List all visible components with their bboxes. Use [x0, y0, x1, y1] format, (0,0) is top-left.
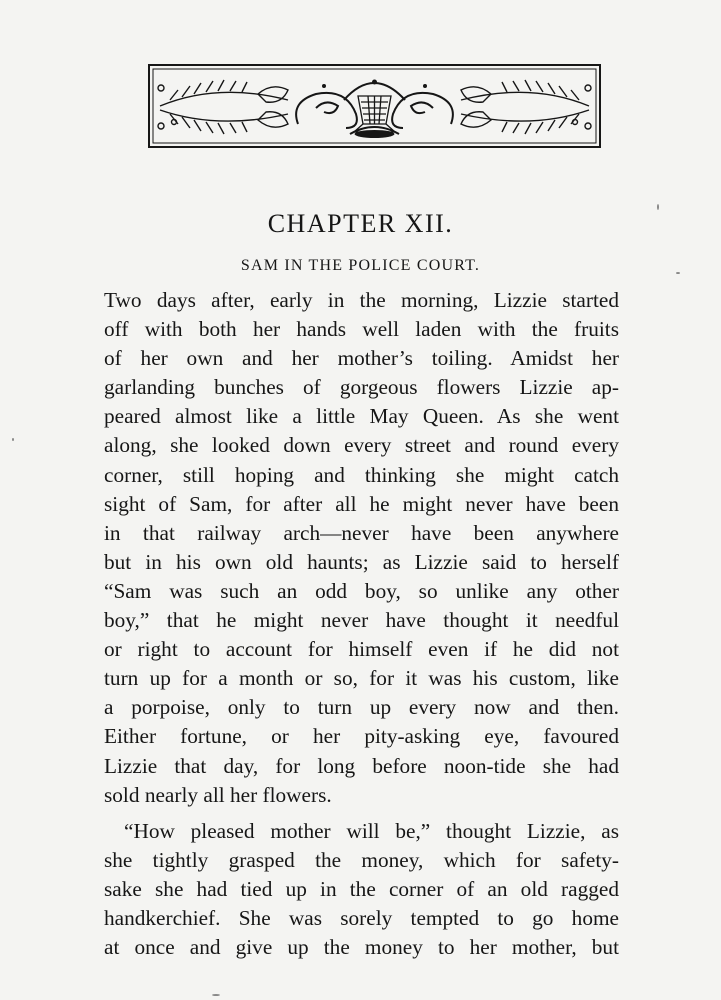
text-line: Either fortune, or her pity-asking eye, favoured — [104, 724, 619, 749]
text-line: off with both her hands well laden with the fruits — [104, 317, 619, 342]
text-line: Two days after, early in the morning, Lizzie started — [104, 288, 619, 312]
text-line: a porpoise, only to turn up every now and then. — [104, 695, 619, 720]
paragraph — [104, 817, 619, 962]
paper-speck — [657, 204, 659, 210]
text-line: she tightly grasped the money, which for safety- — [104, 847, 619, 872]
text-line: boy,” that he might never have thought it needful — [104, 608, 619, 633]
text-line: sake she had tied up in the corner of an old ragged — [104, 876, 619, 901]
paper-speck — [676, 272, 680, 274]
text-line: “Sam was such an odd boy, so unlike any other — [104, 578, 619, 603]
text-line: peared almost like a little May Queen. As she went — [104, 404, 619, 429]
text-line: in that railway arch—never have been anywhere — [104, 520, 619, 545]
text-line: or right to account for himself even if he did not — [104, 637, 619, 662]
body-text — [104, 286, 619, 962]
paper-speck — [12, 438, 14, 441]
floral-ornament-icon — [148, 64, 601, 148]
chapter-subtitle: SAM IN THE POLICE COURT. — [240, 257, 481, 274]
text-line: corner, still hoping and thinking she might catch — [104, 462, 619, 487]
paper-speck — [212, 994, 220, 996]
paragraph-gap — [104, 810, 619, 817]
text-line: Lizzie that day, for long before noon-tide she had — [104, 753, 619, 778]
paragraph — [104, 286, 619, 810]
chapter-headpiece-ornament — [148, 64, 601, 148]
text-line: at once and give up the money to her mother, but — [104, 935, 619, 960]
text-line: of her own and her mother’s toiling. Amidst her — [104, 346, 619, 371]
text-line: turn up for a month or so, for it was his custom, like — [104, 666, 619, 691]
text-line: “How pleased mother will be,” thought Lizzie, as — [124, 818, 619, 843]
chapter-title: CHAPTER XII. — [267, 209, 454, 238]
text-line: along, she looked down every street and round every — [104, 433, 619, 458]
text-line: garlanding bunches of gorgeous flowers Lizzie ap- — [104, 375, 619, 400]
text-line: but in his own old haunts; as Lizzie said to herself — [104, 549, 619, 574]
text-line: sold nearly all her flowers. — [104, 782, 332, 807]
text-line: handkerchief. She was sorely tempted to go home — [104, 905, 619, 930]
text-line: sight of Sam, for after all he might never have been — [104, 491, 619, 516]
